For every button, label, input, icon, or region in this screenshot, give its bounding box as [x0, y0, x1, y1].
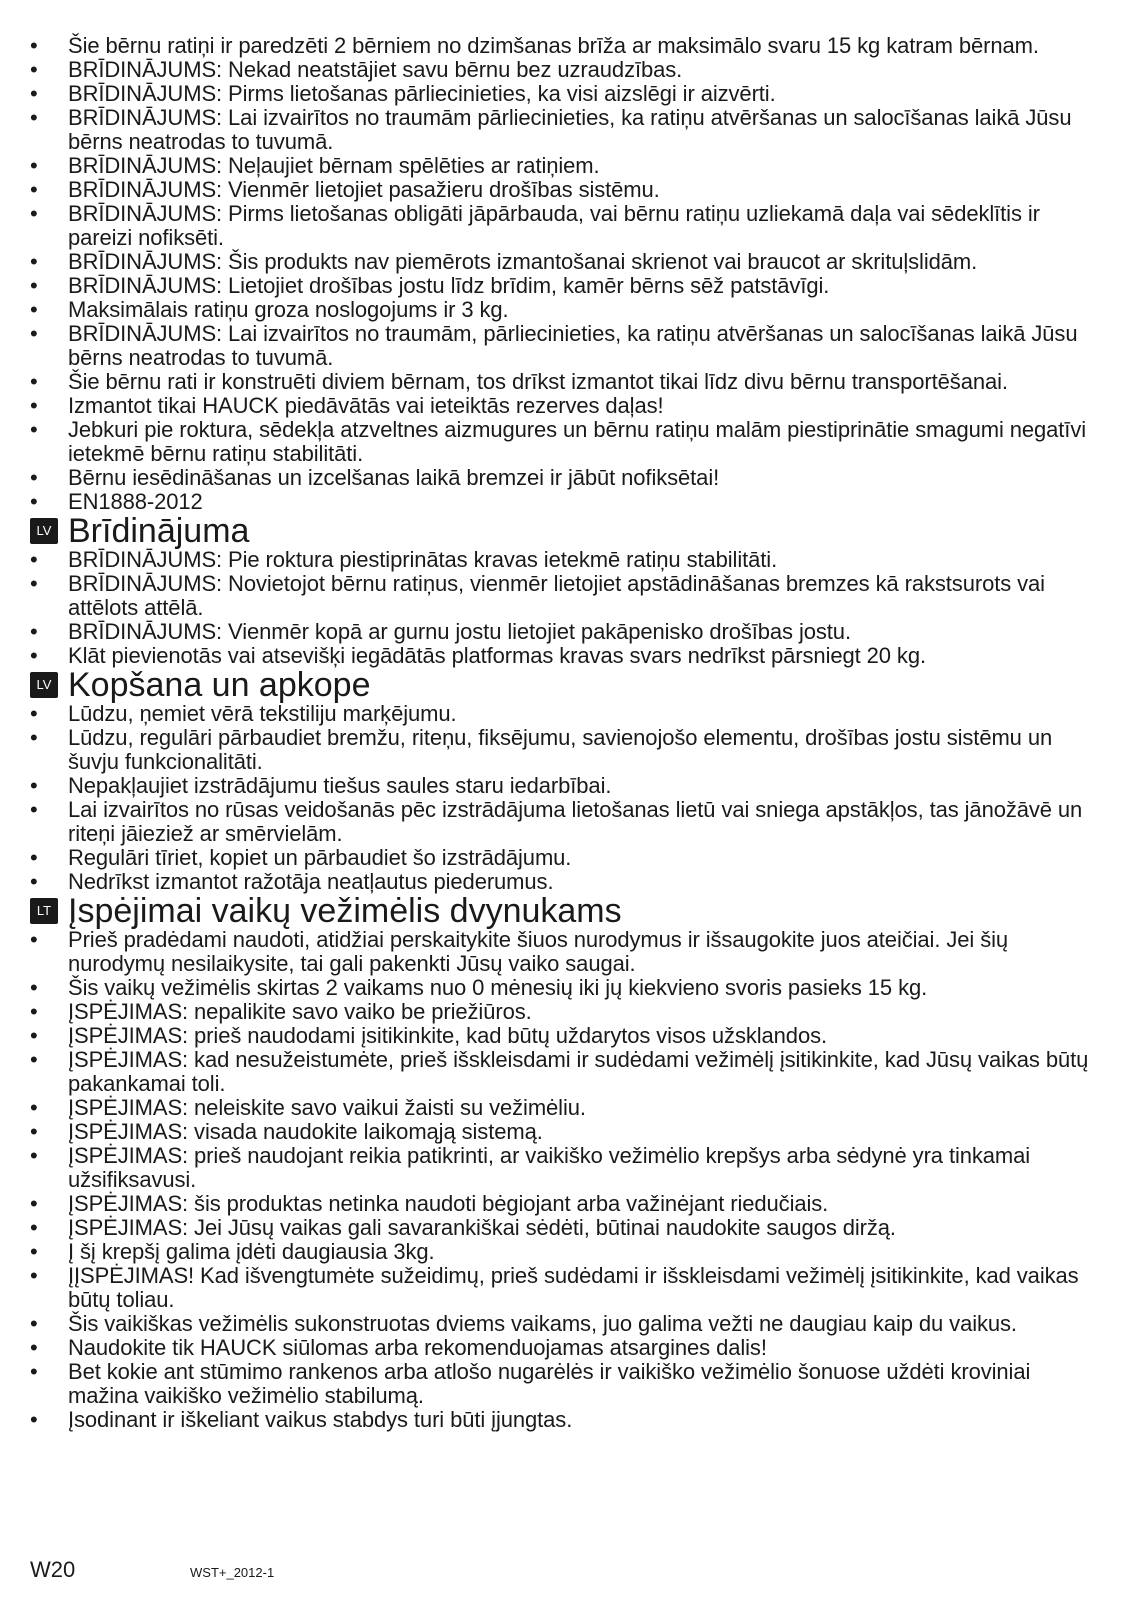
list-item	[30, 1264, 1102, 1312]
list-item	[30, 702, 1102, 726]
bullet-icon: •	[30, 393, 38, 418]
bullet-icon: •	[30, 1191, 38, 1216]
list-item-text: Į šį krepšį galima įdėti daugiausia 3kg.	[68, 1239, 435, 1264]
list-item-text: BRĪDINĀJUMS: Šis produkts nav piemērots izmantošanai skrienot vai braucot ar skrituļslidām.	[68, 249, 978, 274]
heading-title: Kopšana un apkope	[68, 666, 371, 704]
bullet-icon: •	[30, 773, 38, 798]
page-number: W20	[30, 1557, 76, 1582]
list-item	[30, 1408, 1102, 1432]
bullet-icon: •	[30, 201, 38, 226]
list-item-text: BRĪDINĀJUMS: Lai izvairītos no traumām pārliecinieties, ka ratiņu atvēršanas un salocīšanas laikā Jūsu bērns neatrodas to tuvumā.	[68, 105, 1072, 154]
list-item	[30, 1000, 1102, 1024]
page-footer	[30, 1557, 1102, 1587]
list-item	[30, 976, 1102, 1000]
bullet-icon: •	[30, 321, 38, 346]
list-item	[30, 928, 1102, 976]
list-item	[30, 1216, 1102, 1240]
list-item	[30, 466, 1102, 490]
list-item-text: BRĪDINĀJUMS: Vienmēr lietojiet pasažieru drošības sistēmu.	[68, 177, 660, 202]
bullet-icon: •	[30, 1119, 38, 1144]
list-item-text: Bērnu iesēdināšanas un izcelšanas laikā bremzei ir jābūt nofiksētai!	[68, 465, 720, 490]
bullet-icon: •	[30, 489, 38, 514]
list-item	[30, 418, 1102, 466]
bullet-icon: •	[30, 725, 38, 750]
list-item	[30, 250, 1102, 274]
bullet-icon: •	[30, 465, 38, 490]
bullet-icon: •	[30, 1263, 38, 1288]
list-item	[30, 394, 1102, 418]
list-item-text: ĮSPĖJIMAS: šis produktas netinka naudoti bėgiojant arba važinėjant riedučiais.	[68, 1191, 829, 1216]
list-section-care-lv	[30, 702, 1102, 894]
heading-title: Brīdinājuma	[68, 512, 250, 550]
list-item-text: ĮSPĖJIMAS: visada naudokite laikomąją sistemą.	[68, 1119, 543, 1144]
list-item	[30, 298, 1102, 322]
heading-warnings-lt	[30, 894, 1102, 928]
list-item-text: Naudokite tik HAUCK siūlomas arba rekomenduojamas atsargines dalis!	[68, 1335, 767, 1360]
list-item	[30, 1144, 1102, 1192]
bullet-icon: •	[30, 1047, 38, 1072]
bullet-icon: •	[30, 975, 38, 1000]
list-item-text: ĮSPĖJIMAS: neleiskite savo vaikui žaisti su vežimėliu.	[68, 1095, 586, 1120]
list-item-text: Jebkuri pie roktura, sēdekļa atzveltnes aizmugures un bērnu ratiņu malām piestiprinātie smagumi negatīvi ietekmē bērnu ratiņu stabilitāti.	[68, 417, 1087, 466]
list-item-text: BRĪDINĀJUMS: Pirms lietošanas obligāti jāpārbauda, vai bērnu ratiņu uzliekamā daļa vai sēdeklītis ir pareizi nofiksēti.	[68, 201, 1040, 250]
bullet-icon: •	[30, 57, 38, 82]
list-item-text: BRĪDINĀJUMS: Pie roktura piestiprinātas kravas ietekmē ratiņu stabilitāti.	[68, 547, 778, 572]
list-item-text: Lūdzu, regulāri pārbaudiet bremžu, riteņu, fiksējumu, savienojošo elementu, drošības jostu sistēmu un šuvju funkcionalitāti.	[68, 725, 1053, 774]
heading-care-lv	[30, 668, 1102, 702]
language-badge-lv: LV	[30, 672, 58, 698]
list-item	[30, 572, 1102, 620]
list-item-text: Šis vaikų vežimėlis skirtas 2 vaikams nuo 0 mėnesių iki jų kiekvieno svoris pasieks 15 kg.	[68, 975, 928, 1000]
list-item-text: Lūdzu, ņemiet vērā tekstiliju marķējumu.	[68, 701, 457, 726]
list-item-text: ĮSPĖJIMAS: Jei Jūsų vaikas gali savarankiškai sėdėti, būtinai naudokite saugos diržą.	[68, 1215, 896, 1240]
bullet-icon: •	[30, 619, 38, 644]
list-item-text: BRĪDINĀJUMS: Neļaujiet bērnam spēlēties ar ratiņiem.	[68, 153, 600, 178]
list-section-warnings-lt	[30, 928, 1102, 1432]
bullet-icon: •	[30, 249, 38, 274]
bullet-icon: •	[30, 105, 38, 130]
bullet-icon: •	[30, 1095, 38, 1120]
bullet-icon: •	[30, 999, 38, 1024]
list-item	[30, 798, 1102, 846]
list-item	[30, 870, 1102, 894]
list-item-text: ĮSPĖJIMAS: nepalikite savo vaiko be priežiūros.	[68, 999, 532, 1024]
list-item-text: EN1888-2012	[68, 489, 203, 514]
bullet-icon: •	[30, 153, 38, 178]
list-item-text: BRĪDINĀJUMS: Novietojot bērnu ratiņus, vienmēr lietojiet apstādināšanas bremzes kā rakstsurots vai attēlots attēlā.	[68, 571, 1045, 620]
list-item	[30, 202, 1102, 250]
bullet-icon: •	[30, 1359, 38, 1384]
list-item-text: BRĪDINĀJUMS: Lai izvairītos no traumām, pārliecinieties, ka ratiņu atvēršanas un salocīšanas laikā Jūsu bērns neatrodas to tuvumā.	[68, 321, 1078, 370]
bullet-icon: •	[30, 1407, 38, 1432]
bullet-icon: •	[30, 845, 38, 870]
bullet-icon: •	[30, 417, 38, 442]
list-item-text: BRĪDINĀJUMS: Vienmēr kopā ar gurnu jostu lietojiet pakāpenisko drošības jostu.	[68, 619, 851, 644]
bullet-icon: •	[30, 927, 38, 952]
bullet-icon: •	[30, 1239, 38, 1264]
list-item	[30, 154, 1102, 178]
bullet-icon: •	[30, 81, 38, 106]
list-item-text: Lai izvairītos no rūsas veidošanās pēc izstrādājuma lietošanas lietū vai sniega apstākļos, tas jānožāvē un riteņi jāieziež ar smērvielām.	[68, 797, 1083, 846]
list-item	[30, 82, 1102, 106]
list-section-warnings-lv	[30, 548, 1102, 668]
list-item	[30, 1024, 1102, 1048]
list-item	[30, 1240, 1102, 1264]
list-item	[30, 846, 1102, 870]
list-item-text: BRĪDINĀJUMS: Pirms lietošanas pārliecinieties, ka visi aizslēgi ir aizvērti.	[68, 81, 776, 106]
list-item	[30, 490, 1102, 514]
list-item-text: Izmantot tikai HAUCK piedāvātās vai ieteiktās rezerves daļas!	[68, 393, 664, 418]
list-item-text: Šie bērnu rati ir konstruēti diviem bērnam, tos drīkst izmantot tikai līdz divu bērnu transportēšanai.	[68, 369, 1008, 394]
list-item-text: BRĪDINĀJUMS: Lietojiet drošības jostu līdz brīdim, kamēr bērns sēž patstāvīgi.	[68, 273, 830, 298]
list-item-text: Nedrīkst izmantot ražotāja neatļautus piederumus.	[68, 869, 554, 894]
bullet-icon: •	[30, 1023, 38, 1048]
list-item-text: ĮĮSPĖJIMAS! Kad išvengtumėte sužeidimų, prieš sudėdami ir išskleisdami vežimėlį įsitikinkite, kad vaikas būtų toliau.	[68, 1263, 1079, 1312]
bullet-icon: •	[30, 1215, 38, 1240]
list-item	[30, 1312, 1102, 1336]
list-item	[30, 178, 1102, 202]
list-item	[30, 1096, 1102, 1120]
bullet-icon: •	[30, 369, 38, 394]
list-item	[30, 106, 1102, 154]
heading-title: Įspėjimai vaikų vežimėlis dvynukams	[68, 892, 622, 930]
list-item	[30, 1120, 1102, 1144]
list-item	[30, 322, 1102, 370]
heading-warnings-lv	[30, 514, 1102, 548]
bullet-icon: •	[30, 297, 38, 322]
bullet-icon: •	[30, 1311, 38, 1336]
language-badge-lv: LV	[30, 518, 58, 544]
list-item-text: ĮSPĖJIMAS: prieš naudodami įsitikinkite, kad būtų uždarytos visos užsklandos.	[68, 1023, 827, 1048]
list-item-text: Maksimālais ratiņu groza noslogojums ir 3 kg.	[68, 297, 509, 322]
list-item	[30, 1048, 1102, 1096]
bullet-icon: •	[30, 797, 38, 822]
bullet-icon: •	[30, 1143, 38, 1168]
list-item-text: ĮSPĖJIMAS: prieš naudojant reikia patikrinti, ar vaikiško vežimėlio krepšys arba sėdynė yra tinkamai užsifiksavusi.	[68, 1143, 1031, 1192]
list-item-text: Regulāri tīriet, kopiet un pārbaudiet šo izstrādājumu.	[68, 845, 572, 870]
list-item	[30, 370, 1102, 394]
list-item-text: Šie bērnu ratiņi ir paredzēti 2 bērniem no dzimšanas brīža ar maksimālo svaru 15 kg katram bērnam.	[68, 33, 1039, 58]
document-body	[30, 34, 1102, 1432]
list-item	[30, 644, 1102, 668]
language-badge-lt: LT	[30, 898, 58, 924]
list-item	[30, 58, 1102, 82]
bullet-icon: •	[30, 869, 38, 894]
document-code: WST+_2012-1	[190, 1565, 275, 1580]
list-item	[30, 1192, 1102, 1216]
list-item	[30, 726, 1102, 774]
bullet-icon: •	[30, 273, 38, 298]
list-item	[30, 1360, 1102, 1408]
list-item-text: ĮSPĖJIMAS: kad nesužeistumėte, prieš išskleisdami ir sudėdami vežimėlį įsitikinkite, kad Jūsų vaikas būtų pakankamai toli.	[68, 1047, 1089, 1096]
list-section-general	[30, 34, 1102, 514]
bullet-icon: •	[30, 547, 38, 572]
list-item-text: Klāt pievienotās vai atsevišķi iegādātās platformas kravas svars nedrīkst pārsniegt 20 kg.	[68, 643, 926, 668]
list-item-text: BRĪDINĀJUMS: Nekad neatstājiet savu bērnu bez uzraudzības.	[68, 57, 683, 82]
list-item-text: Bet kokie ant stūmimo rankenos arba atlošo nugarėlės ir vaikiško vežimėlio šonuose uždėti kroviniai mažina vaikiško vežimėlio stabilumą.	[68, 1359, 1031, 1408]
list-item-text: Nepakļaujiet izstrādājumu tiešus saules staru iedarbībai.	[68, 773, 612, 798]
bullet-icon: •	[30, 571, 38, 596]
list-item	[30, 548, 1102, 572]
list-item	[30, 34, 1102, 58]
list-item	[30, 620, 1102, 644]
list-item	[30, 274, 1102, 298]
bullet-icon: •	[30, 701, 38, 726]
bullet-icon: •	[30, 643, 38, 668]
list-item	[30, 774, 1102, 798]
bullet-icon: •	[30, 33, 38, 58]
bullet-icon: •	[30, 177, 38, 202]
bullet-icon: •	[30, 1335, 38, 1360]
list-item-text: Prieš pradėdami naudoti, atidžiai perskaitykite šiuos nurodymus ir išsaugokite juos ateičiai. Jei šių nurodymų nesilaikysite, tai gali pakenkti Jūsų vaiko saugai.	[68, 927, 1009, 976]
list-item	[30, 1336, 1102, 1360]
list-item-text: Šis vaikiškas vežimėlis sukonstruotas dviems vaikams, juo galima vežti ne daugiau kaip du vaikus.	[68, 1311, 1017, 1336]
list-item-text: Įsodinant ir iškeliant vaikus stabdys turi būti įjungtas.	[68, 1407, 573, 1432]
